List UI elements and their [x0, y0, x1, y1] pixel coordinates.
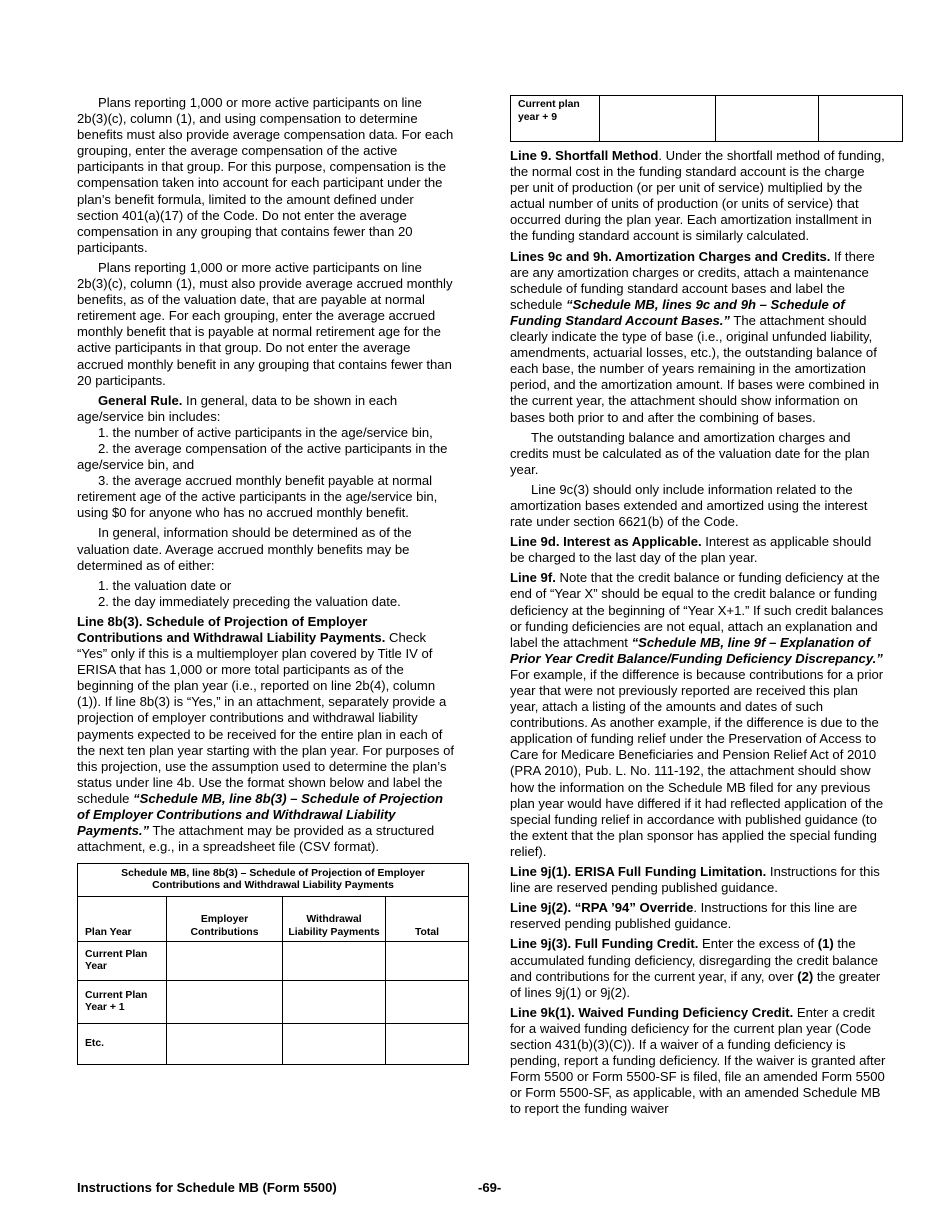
column-header: Employer Contributions: [167, 897, 283, 942]
line-8b3-paragraph: [77, 614, 455, 855]
column-header: Withdrawal Liability Payments: [283, 897, 386, 942]
table-cell: [283, 1024, 386, 1065]
line-9j3-paragraph: [510, 936, 886, 1000]
line-8b3-heading: Line 8b(3). Schedule of Projection of Employer Contributions and Withdrawal Liability Payments.: [77, 613, 386, 645]
table-cell: [167, 942, 283, 981]
projection-schedule-table: [77, 863, 469, 1065]
table-row: [78, 1024, 469, 1065]
line-9j3-text: the greater of lines 9j(1) or 9j(2).: [510, 968, 881, 1000]
table-cell: [167, 1024, 283, 1065]
right-column: [510, 95, 886, 1121]
line-8b3-end: The attachment may be provided as a structured attachment, e.g., in a spreadsheet file (CSV format).: [77, 823, 435, 855]
table-cell: [819, 96, 903, 142]
line-9d-heading: Line 9d. Interest as Applicable.: [510, 534, 702, 550]
line-9f-end: For example, if the difference is because contributions for a prior year that were not previously reported are received this plan year, attach a listing of the amounts and dates of such contributions. As another example, if the difference is due to the application of funding relief under the Preservation of Access to Care for Medicare Beneficiaries and Pension Relief Act of 2010 (PRA 2010), Pub. L. No. 111-192, the attachment should show how the information on the Schedule MB filed for any previous plan year would have differed if it had reflected application of the special funding relief in accordance with published guidance (to the extent that the plan sponsor has applied the special funding relief).: [510, 666, 884, 859]
general-rule-heading: General Rule.: [98, 392, 183, 408]
line-9c-heading: Lines 9c and 9h. Amortization Charges and Credits.: [510, 248, 831, 264]
date-item: 2. the day immediately preceding the valuation date.: [98, 593, 401, 609]
table-row: [78, 942, 469, 981]
table-cell: [716, 96, 819, 142]
general-rule-paragraph: [77, 393, 455, 425]
line-9k1-text: Enter a credit for a waived funding deficiency for the current plan year (Code section 431(b)(3)(C)). If a waiver of a funding deficiency is pending, report a funding deficiency. If the waiver is granted after Form 5500 or Form 5500-SF is filed, file an amended Form 5500 or Form 5500-SF, as applicable, with an amended Schedule MB to report the funding waiver: [510, 1004, 886, 1117]
table-row: [78, 981, 469, 1024]
page-number: -69-: [478, 1180, 502, 1195]
table-cell: [386, 1024, 469, 1065]
paragraph-outstanding-balance: The outstanding balance and amortization charges and credits must be calculated as of the valuation date for the plan year.: [510, 429, 870, 477]
continued-table: [510, 95, 903, 142]
line-9j2-text: . Instructions for this line are reserved pending published guidance.: [510, 900, 858, 932]
line-9d-text: Interest as applicable should be charged to the last day of the plan year.: [510, 534, 872, 566]
column-header: Total: [386, 897, 469, 942]
rule-item: 1. the number of active participants in the age/service bin,: [98, 424, 433, 440]
line-9j3-text: the accumulated funding deficiency, disregarding the credit balance and contributions for the current year, if any, over: [510, 936, 879, 984]
row-label: Etc.: [78, 1024, 167, 1065]
left-column: [77, 95, 455, 1065]
line-9c-label: “Schedule MB, lines 9c and 9h – Schedule of Funding Standard Account Bases.”: [510, 296, 845, 328]
line-9-text: . Under the shortfall method of funding, the normal cost in the funding standard account is the charge per unit of production (or per unit of service) multiplied by the actual number of units of production (or units of service) that occurred during the plan year. Each amortization installment in the funding standard account is similarly calculated.: [510, 148, 885, 244]
paragraph-accrued-benefits: Plans reporting 1,000 or more active participants on line 2b(3)(c), column (1), must also provide average accrued monthly benefits, as of the valuation date, that are payable at normal retirement age. For each grouping, enter the average accrued monthly benefit that is payable at normal retirement age for the active participants in that group. Do not enter the average accrued monthly benefit in any grouping that contains fewer than 20 participants.: [77, 259, 453, 388]
paragraph-average-compensation: Plans reporting 1,000 or more active participants on line 2b(3)(c), column (1), and using compensation to determine benefits must also provide average compensation data. For each grouping, enter the average compensation of the active participants in that group. For this purpose, compensation is the compensation taken into account for each participant under the plan’s benefit formula, limited to the amount defined under section 401(a)(17) of the Code. Do not enter the average compensation in any grouping that contains fewer than 20 participants.: [77, 95, 454, 255]
table-cell: [600, 96, 716, 142]
table-cell: [167, 981, 283, 1024]
table-row: [511, 96, 903, 142]
table-cell: [386, 981, 469, 1024]
line-9j3-item-1: (1): [817, 936, 834, 952]
line-9f-paragraph: [510, 570, 886, 860]
line-9-heading: Line 9. Shortfall Method: [510, 148, 659, 163]
line-9-paragraph: [510, 148, 886, 245]
line-9c-text: If there are any amortization charges or credits, attach a maintenance schedule of funding standard account bases and label the schedule: [510, 248, 875, 312]
general-rule-text: In general, data to be shown in each age/service bin includes:: [77, 392, 398, 424]
table-caption: Schedule MB, line 8b(3) – Schedule of Projection of Employer Contributions and Withdrawal Liability Payments: [78, 864, 469, 897]
column-header: Plan Year: [78, 897, 167, 942]
line-8b3-text: Check “Yes” only if this is a multiemployer plan covered by Title IV of ERISA that has 1,000 or more total participants as of the beginning of the plan year (i.e., reported on line 2b(4), column (1)). If line 8b(3) is “Yes,” in an attachment, separately provide a projection of employer contributions and withdrawal liability payments expected to be received for the entire plan in each of the next ten plan year starting with the plan year. For purposes of this projection, use the assumption used to determine the plan’s status under line 4b. Use the format shown below and label the schedule: [77, 630, 455, 806]
line-9k1-heading: Line 9k(1). Waived Funding Deficiency Credit.: [510, 1004, 794, 1020]
line-9f-text: Note that the credit balance or funding deficiency at the end of “Year X” should be equal to the credit balance or funding deficiency at the beginning of “Year X+1.” If such credit balances or funding deficiencies are not equal, attach an explanation and label the attachment: [510, 570, 884, 650]
date-item: 1. the valuation date or: [98, 577, 232, 593]
table-cell: [386, 942, 469, 981]
rule-item: 3. the average accrued monthly benefit payable at normal retirement age of the active participants in the age/service bin, using $0 for anyone who has no accrued monthly benefit.: [77, 473, 438, 521]
row-label: Current Plan Year + 1: [78, 981, 167, 1024]
line-9j3-heading: Line 9j(3). Full Funding Credit.: [510, 936, 699, 952]
line-9j2-paragraph: [510, 900, 886, 932]
line-9j3-text: Enter the excess of: [698, 936, 818, 952]
line-9k1-paragraph: [510, 1005, 886, 1118]
line-9j1-text: Instructions for this line are reserved pending published guidance.: [510, 864, 880, 896]
line-9j2-heading: Line 9j(2). “RPA ’94” Override: [510, 900, 694, 916]
line-9f-label: “Schedule MB, line 9f – Explanation of Prior Year Credit Balance/Funding Deficiency Discrepancy.”: [510, 634, 883, 666]
line-9d-paragraph: [510, 534, 886, 566]
table-cell: [283, 942, 386, 981]
line-9c-paragraph: [510, 249, 886, 426]
rule-item: 2. the average compensation of the active participants in the age/service bin, and: [77, 440, 448, 473]
line-9j3-item-2: (2): [797, 968, 814, 984]
row-label: Current plan year + 9: [511, 96, 600, 142]
table-cell: [283, 981, 386, 1024]
footer-title: Instructions for Schedule MB (Form 5500): [77, 1180, 337, 1195]
row-label: Current Plan Year: [78, 942, 167, 981]
paragraph-determination-date: In general, information should be determined as of the valuation date. Average accrued monthly benefits may be determined as of either:: [77, 525, 412, 573]
line-9j1-heading: Line 9j(1). ERISA Full Funding Limitation.: [510, 864, 767, 880]
line-9f-heading: Line 9f.: [510, 570, 556, 586]
line-8b3-label: “Schedule MB, line 8b(3) – Schedule of Projection of Employer Contributions and Withdrawal Liability Payments.”: [77, 790, 444, 839]
line-9c-end: The attachment should clearly indicate the type of base (i.e., original unfunded liability, amendments, actuarial losses, etc.), the outstanding balance of each base, the number of years remaining in the amortization period, and the amortization amount. If bases were combined in the current year, the attachment should show information on bases both prior to and after the combining of bases.: [510, 312, 880, 425]
line-9j1-paragraph: [510, 864, 886, 896]
paragraph-line-9c3: Line 9c(3) should only include information related to the amortization bases extended and amortized using the interest rate under section 6621(b) of the Code.: [510, 481, 868, 530]
